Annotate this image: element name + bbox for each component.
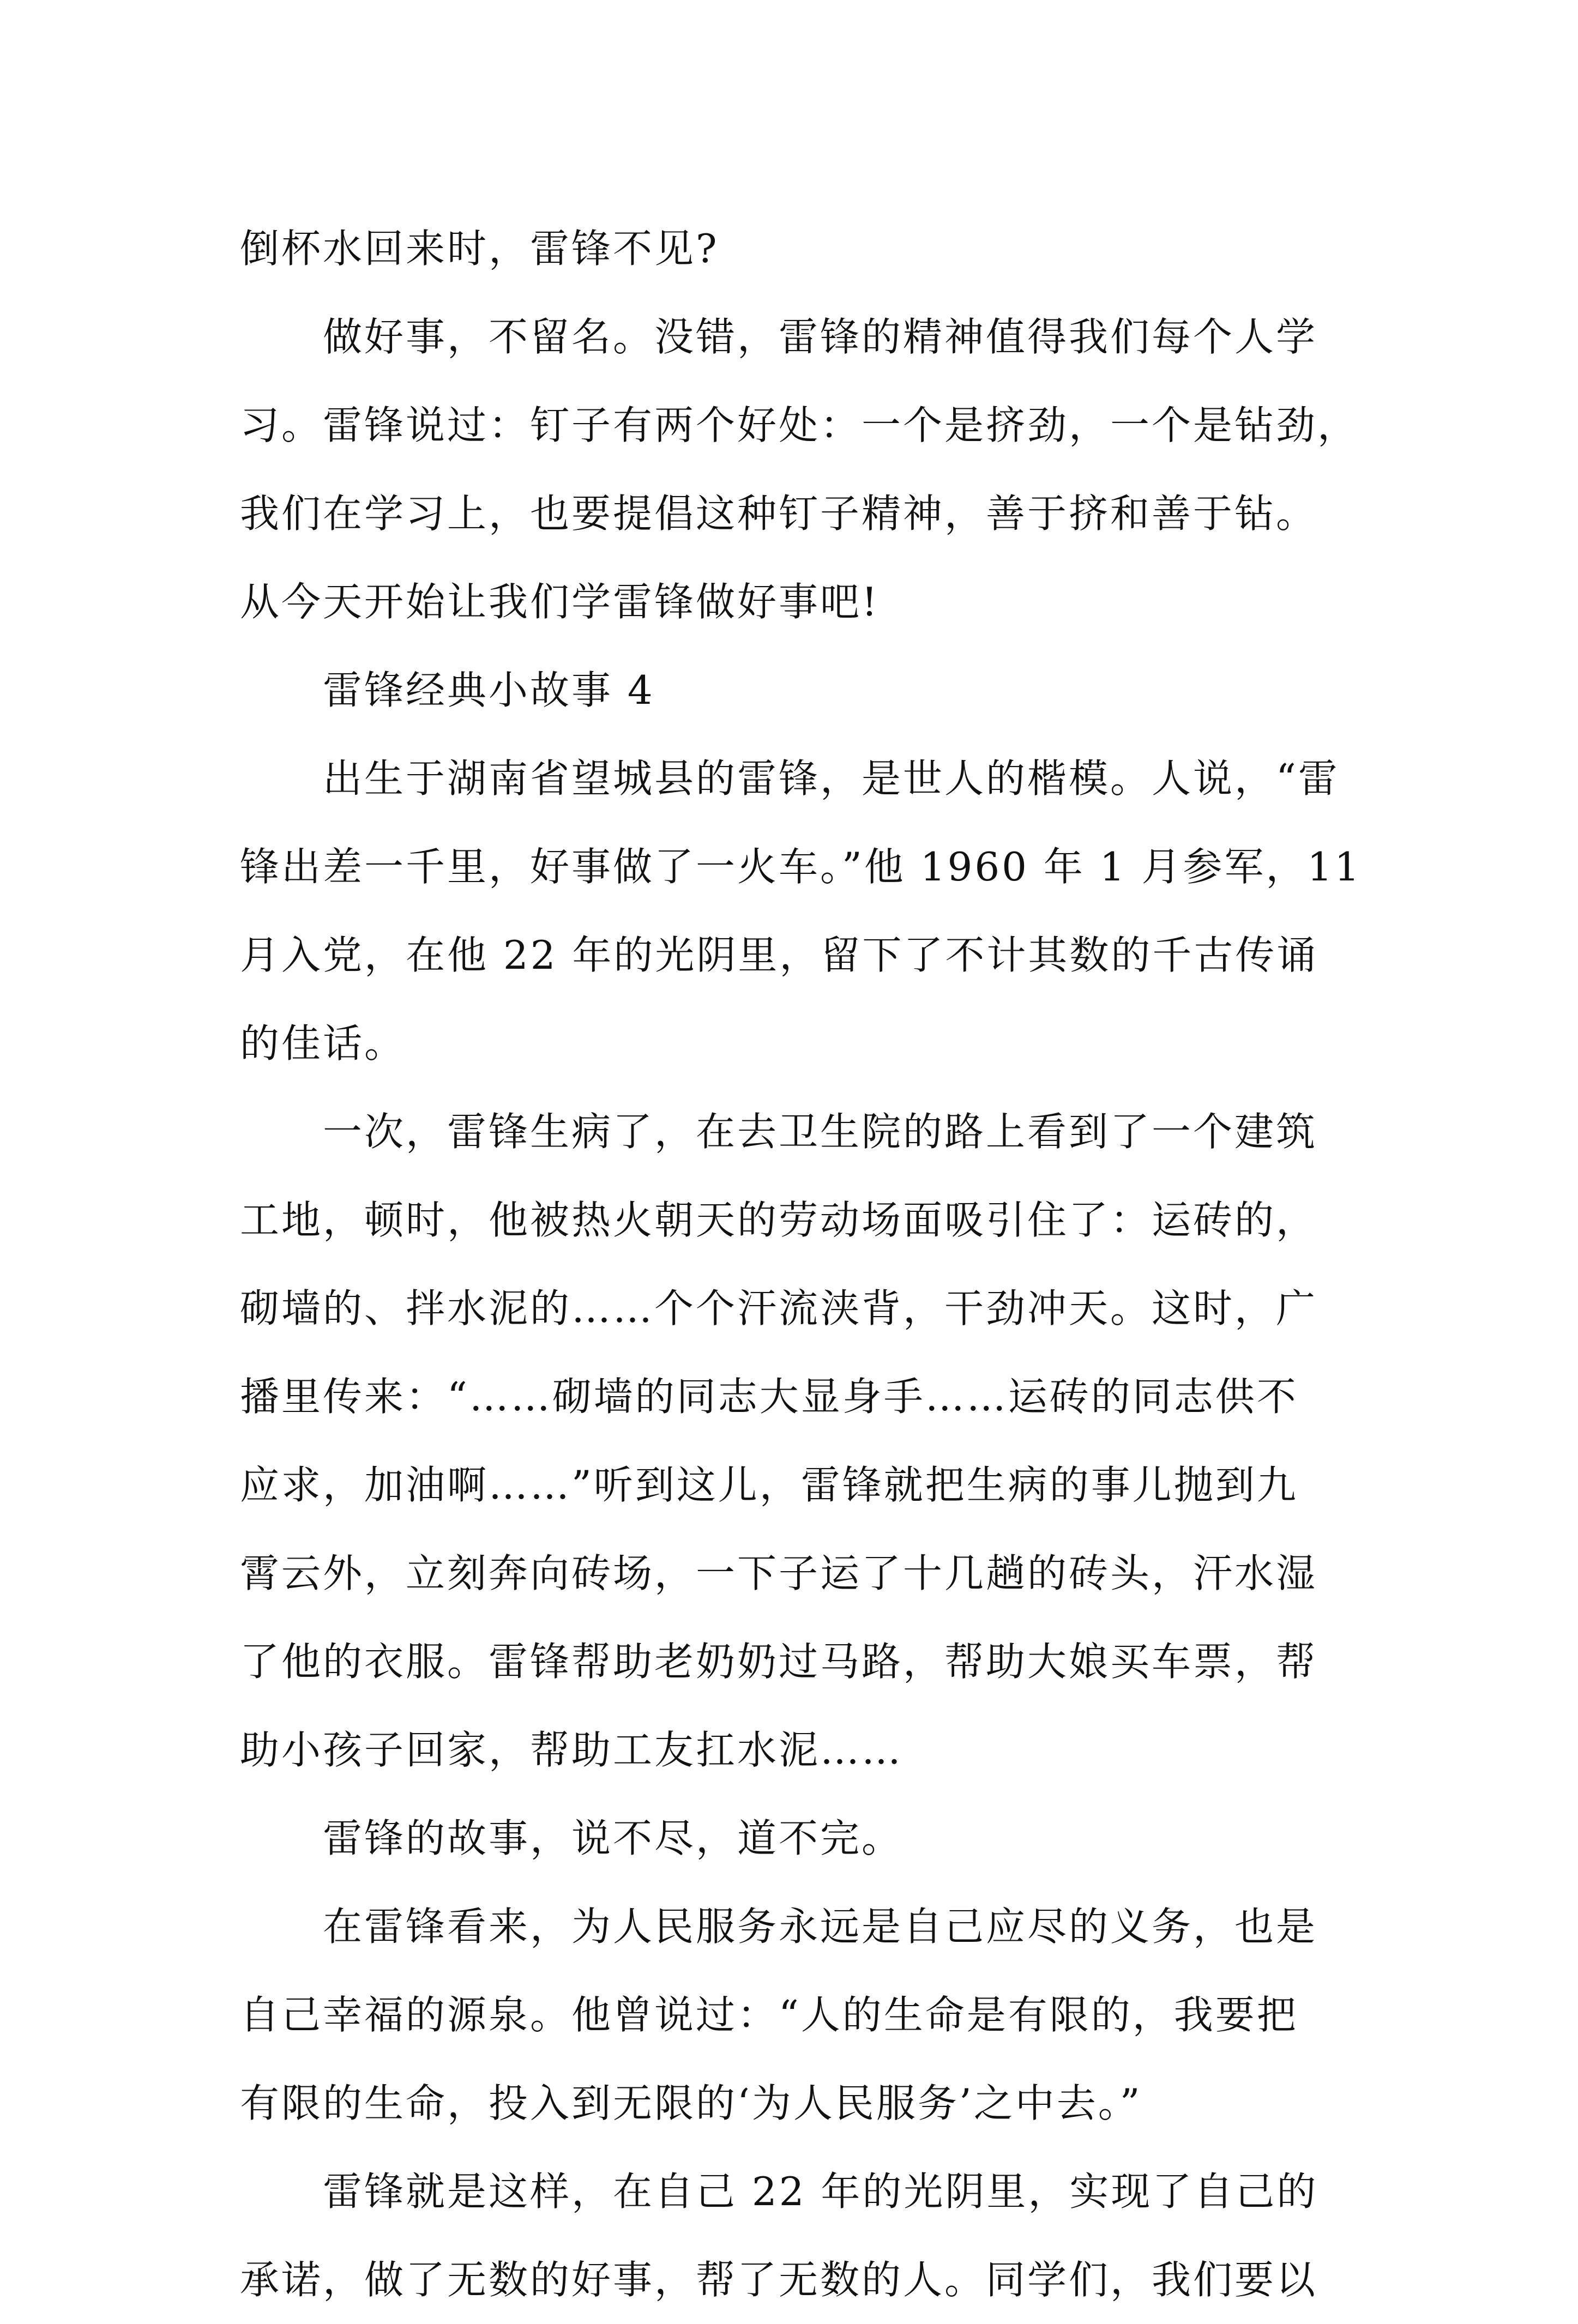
text-line: 霄云外，立刻奔向砖场，一下子运了十几趟的砖头，汗水湿: [240, 1550, 1318, 1596]
text-line: 助小孩子回家，帮助工友扛水泥……: [240, 1727, 904, 1773]
paragraph-start-line: 在雷锋看来，为人民服务永远是自己应尽的义务，也是: [323, 1904, 1318, 1949]
text-line: 播里传来：“……砌墙的同志大显身手……运砖的同志供不: [240, 1374, 1298, 1420]
text-line: 应求，加油啊……”听到这儿，雷锋就把生病的事儿抛到九: [240, 1462, 1298, 1508]
text-line: 了他的衣服。雷锋帮助老奶奶过马路，帮助大娘买车票，帮: [240, 1639, 1318, 1685]
text-line: 我们在学习上，也要提倡这种钉子精神，善于挤和善于钻。: [240, 491, 1318, 536]
text-line: 倒杯水回来时，雷锋不见?: [240, 226, 719, 271]
paragraph-start-line: 雷锋就是这样，在自己 22 年的光阴里，实现了自己的: [323, 2169, 1318, 2214]
text-line: 月入党，在他 22 年的光阴里，留下了不计其数的千古传诵: [240, 932, 1318, 978]
text-line: 的佳话。: [240, 1021, 406, 1066]
text-line: 锋出差一千里，好事做了一火车。”他 1960 年 1 月参军，11: [240, 844, 1362, 890]
paragraph-start-line: 做好事，不留名。没错，雷锋的精神值得我们每个人学: [323, 314, 1318, 360]
paragraph-start-line: 雷锋的故事，说不尽，道不完。: [323, 1815, 904, 1861]
text-line: 自己幸福的源泉。他曾说过：“人的生命是有限的，我要把: [240, 1992, 1298, 2038]
text-line: 习。雷锋说过：钉子有两个好处：一个是挤劲，一个是钻劲，: [240, 402, 1359, 448]
paragraph-start-line: 一次，雷锋生病了，在去卫生院的路上看到了一个建筑: [323, 1109, 1318, 1155]
text-line: 承诺，做了无数的好事，帮了无数的人。同学们，我们要以: [240, 2257, 1318, 2303]
paragraph-start-line: 出生于湖南省望城县的雷锋，是世人的楷模。人说，“雷: [323, 756, 1340, 801]
document-body: [240, 204, 1362, 2324]
section-heading: 雷锋经典小故事 4: [323, 667, 655, 713]
text-line: 工地，顿时，他被热火朝天的劳动场面吸引住了：运砖的，: [240, 1197, 1318, 1243]
text-line: 从今天开始让我们学雷锋做好事吧!: [240, 579, 880, 625]
text-line: 有限的生命，投入到无限的‘为人民服务’之中去。”: [240, 2080, 1142, 2126]
text-line: 砌墙的、拌水泥的……个个汗流浃背，干劲冲天。这时，广: [240, 1285, 1318, 1331]
